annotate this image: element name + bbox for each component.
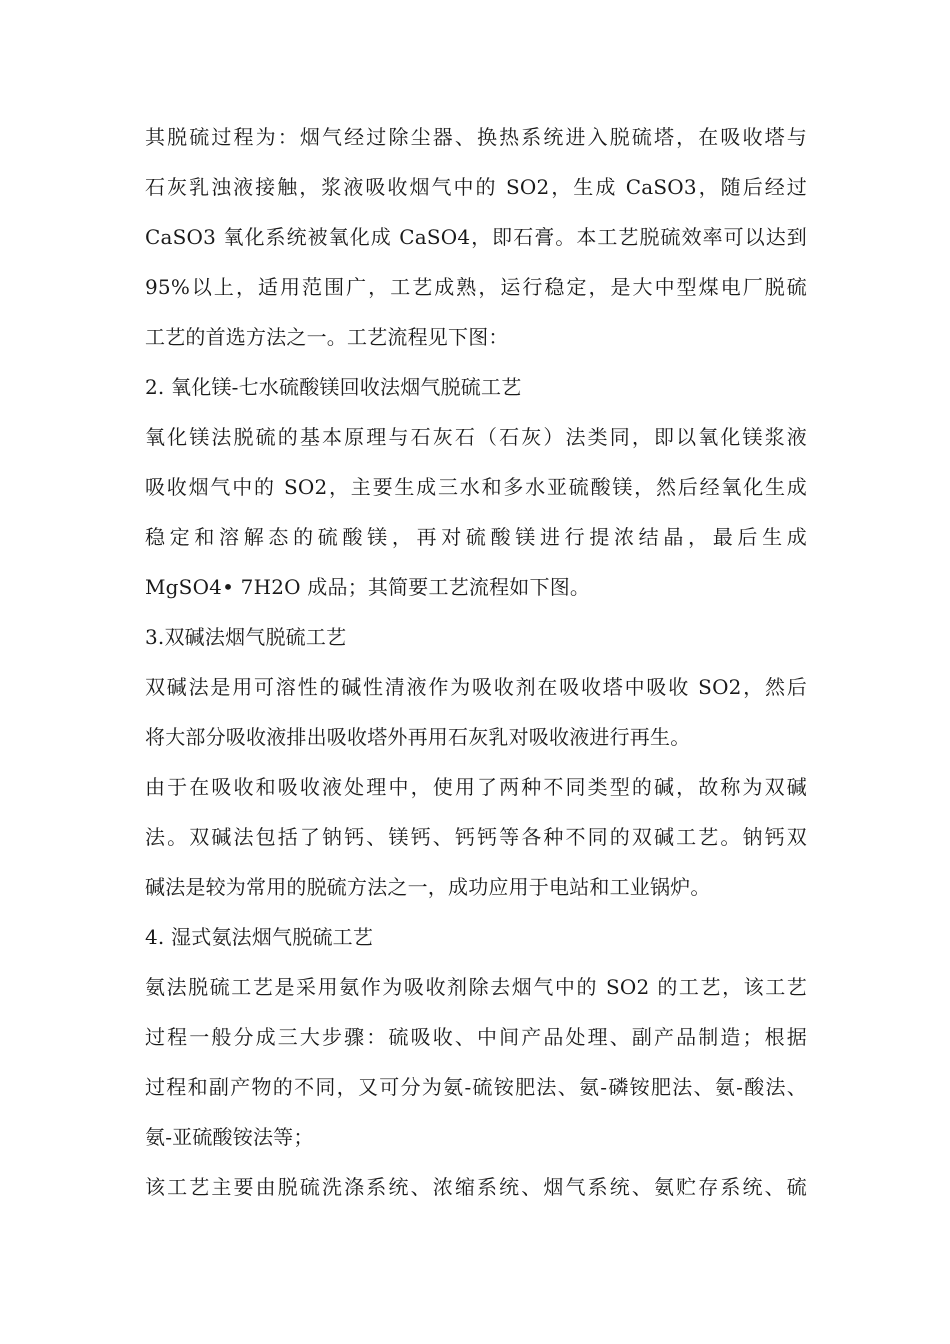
paragraph-line: 其脱硫过程为：烟气经过除尘器、换热系统进入脱硫塔，在吸收塔与 xyxy=(145,125,807,149)
paragraph-line: 法。双碱法包括了钠钙、镁钙、钙钙等各种不同的双碱工艺。钠钙双 xyxy=(145,825,807,849)
paragraph-line: 氨-亚硫酸铵法等； xyxy=(145,1125,314,1149)
paragraph-line: 将大部分吸收液排出吸收塔外再用石灰乳对吸收液进行再生。 xyxy=(145,725,691,749)
paragraph-line: 双碱法是用可溶性的碱性清液作为吸收剂在吸收塔中吸收 SO2，然后 xyxy=(145,675,807,699)
paragraph-line: 氧化镁法脱硫的基本原理与石灰石（石灰）法类同，即以氧化镁浆液 xyxy=(145,425,807,449)
section-heading: 4. 湿式氨法烟气脱硫工艺 xyxy=(145,925,374,949)
paragraph-line: 工艺的首选方法之一。工艺流程见下图： xyxy=(145,325,509,349)
paragraph-line: 过程一般分成三大步骤：硫吸收、中间产品处理、副产品制造；根据 xyxy=(145,1025,807,1049)
paragraph-line: CaSO3 氧化系统被氧化成 CaSO4，即石膏。本工艺脱硫效率可以达到 xyxy=(145,225,807,249)
paragraph-line: 吸收烟气中的 SO2，主要生成三水和多水亚硫酸镁，然后经氧化生成 xyxy=(145,475,807,499)
paragraph-line: MgSO4• 7H2O 成品；其简要工艺流程如下图。 xyxy=(145,575,591,599)
paragraph-line: 95%以上，适用范围广，工艺成熟，运行稳定，是大中型煤电厂脱硫 xyxy=(145,275,807,299)
paragraph-line: 氨法脱硫工艺是采用氨作为吸收剂除去烟气中的 SO2 的工艺，该工艺 xyxy=(145,975,807,999)
paragraph-line: 由于在吸收和吸收液处理中，使用了两种不同类型的碱，故称为双碱 xyxy=(145,775,807,799)
paragraph-line: 过程和副产物的不同，又可分为氨-硫铵肥法、氨-磷铵肥法、氨-酸法、 xyxy=(145,1075,807,1099)
paragraph-line: 石灰乳浊液接触，浆液吸收烟气中的 SO2，生成 CaSO3，随后经过 xyxy=(145,175,807,199)
document-body xyxy=(145,112,807,1212)
section-heading: 3.双碱法烟气脱硫工艺 xyxy=(145,625,347,649)
section-heading: 2. 氧化镁-七水硫酸镁回收法烟气脱硫工艺 xyxy=(145,375,522,399)
paragraph-line: 碱法是较为常用的脱硫方法之一，成功应用于电站和工业锅炉。 xyxy=(145,875,711,899)
paragraph-line: 该工艺主要由脱硫洗涤系统、浓缩系统、烟气系统、氨贮存系统、硫 xyxy=(145,1175,807,1199)
paragraph-line: 稳定和溶解态的硫酸镁，再对硫酸镁进行提浓结晶，最后生成 xyxy=(145,525,807,549)
